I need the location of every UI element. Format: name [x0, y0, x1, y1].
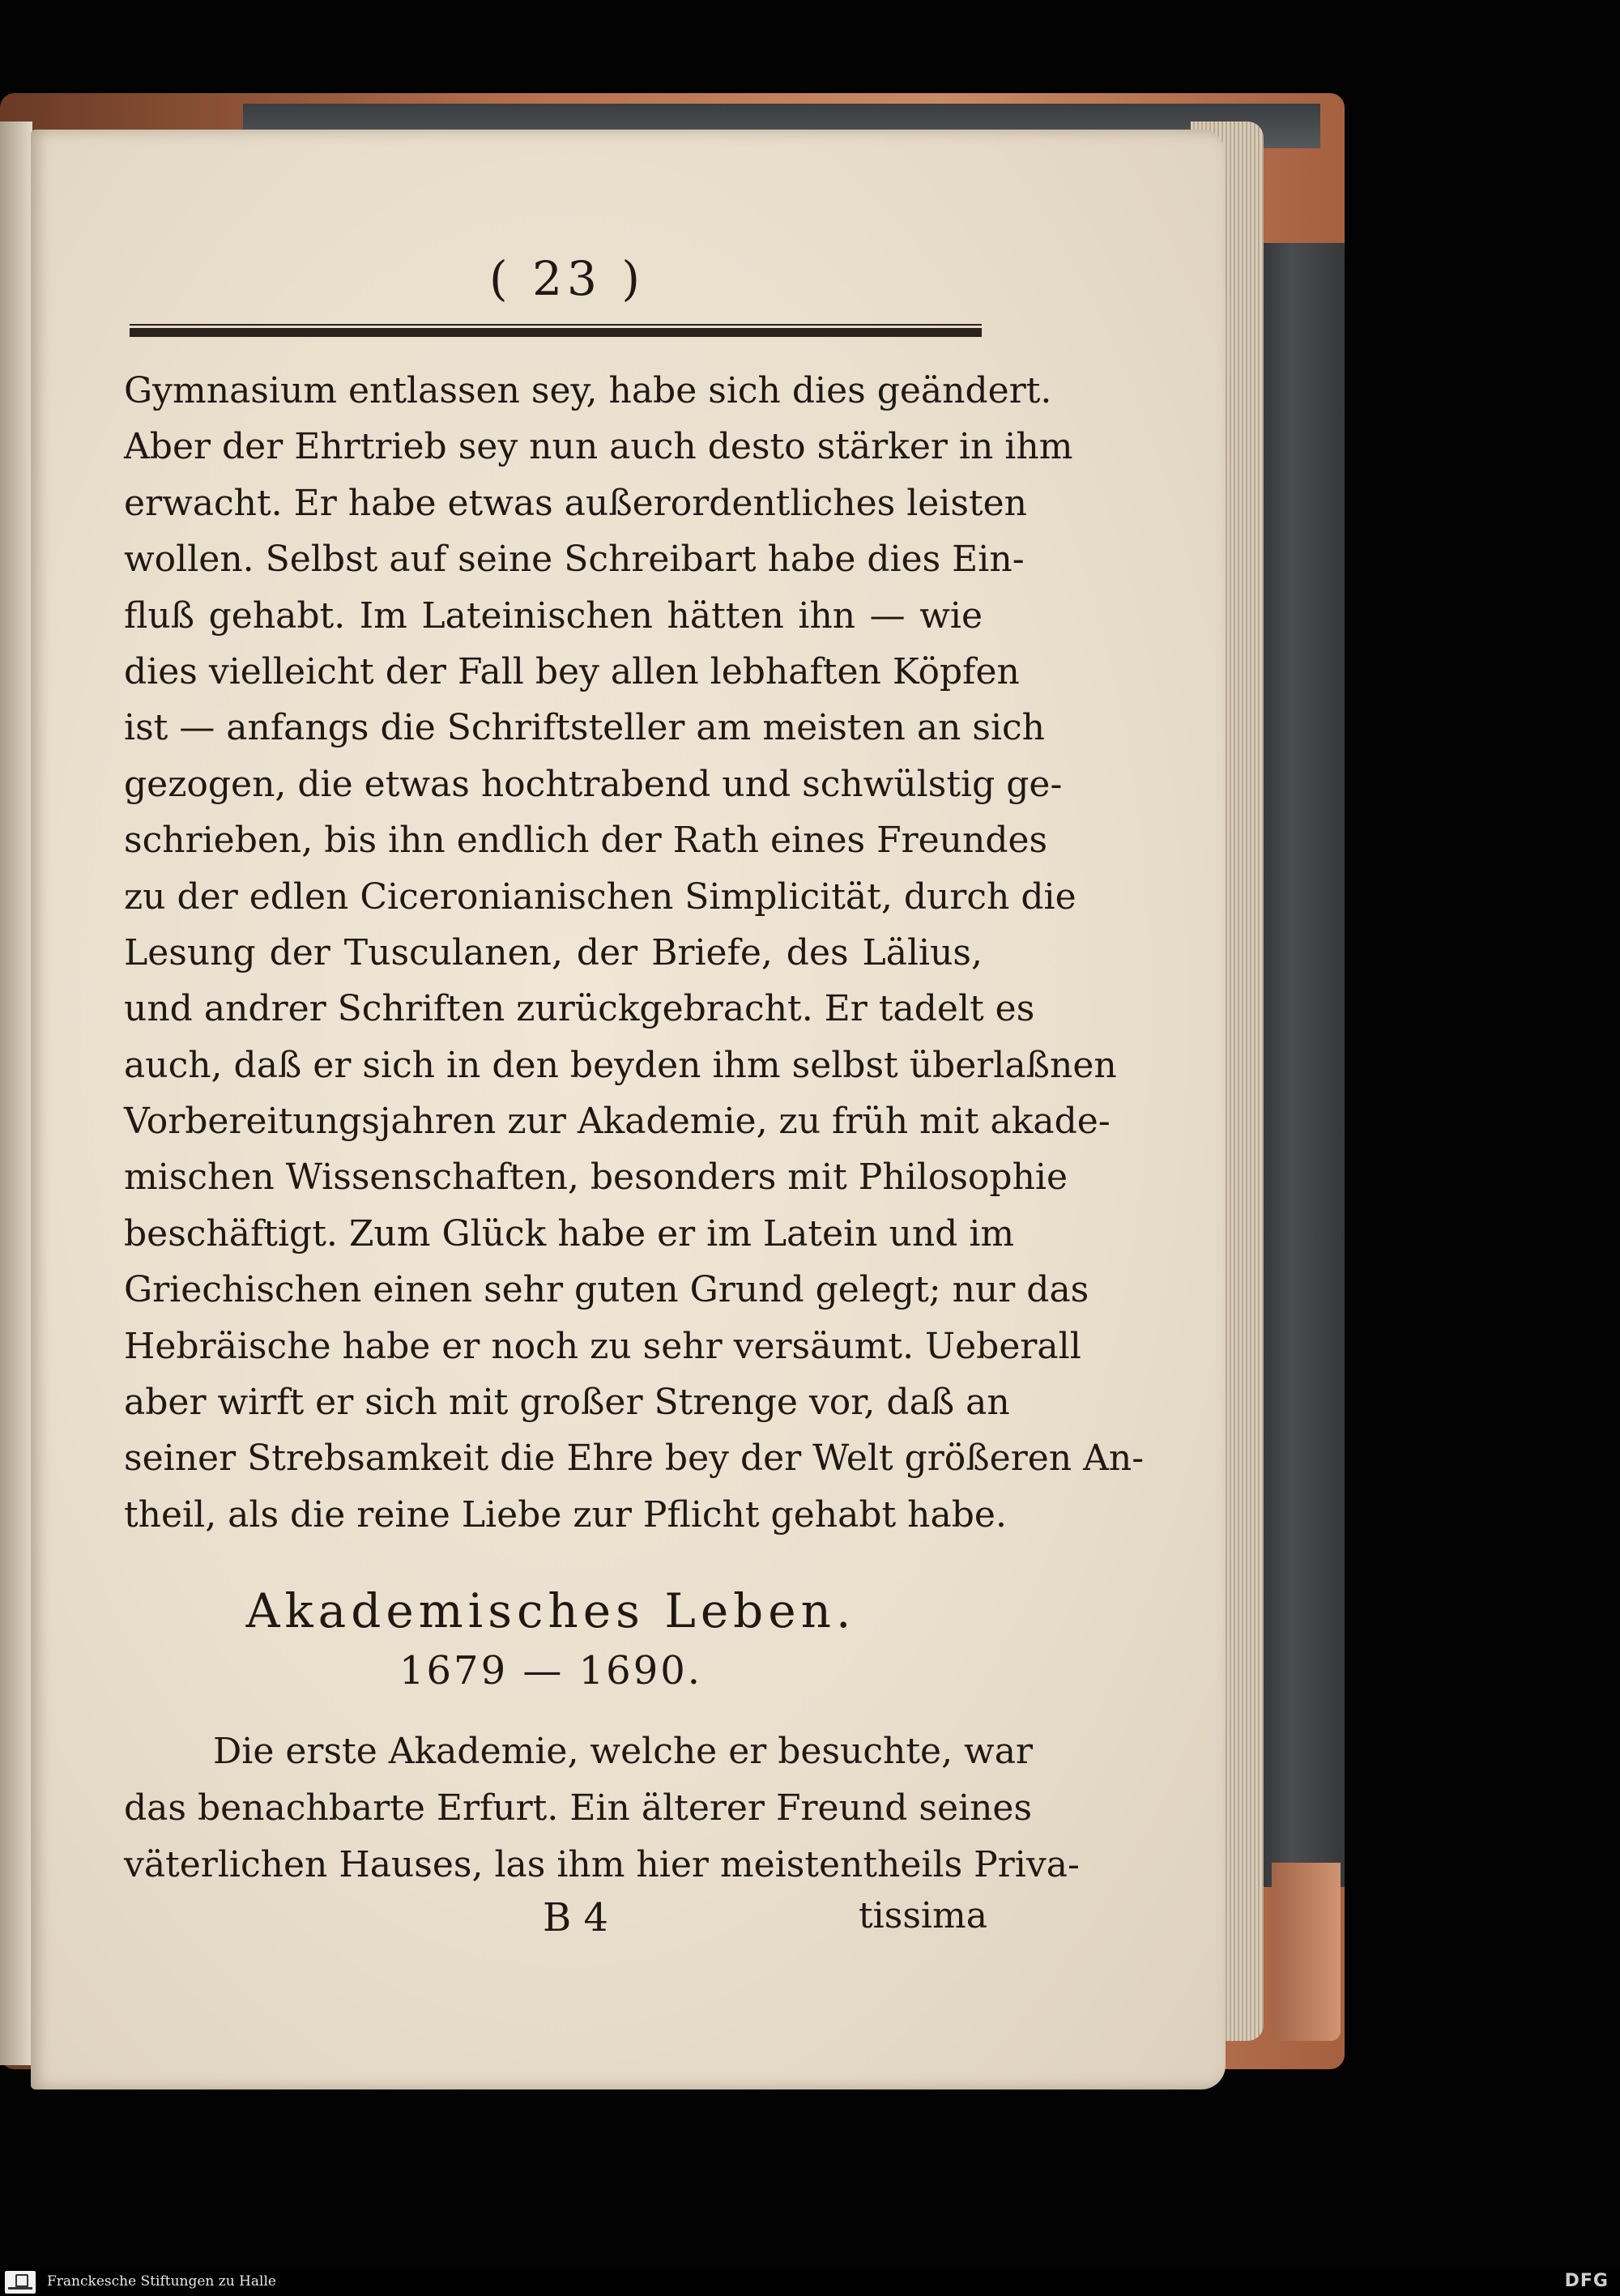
cover-corner-leather — [1272, 1863, 1341, 2041]
text-line: väterlichen Hauses, las ihm hier meistentheils Priva- — [124, 1844, 1080, 1885]
header-rule — [130, 328, 982, 337]
text-line: fluß gehabt. Im Lateinischen hätten ihn — wie — [124, 594, 983, 637]
text-line: Lesung der Tusculanen, der Briefe, des Lälius, — [124, 931, 983, 973]
institution-logo-icon — [5, 2271, 36, 2294]
text-line: ist — anfangs die Schriftsteller am meisten an sich — [124, 707, 1046, 749]
text-line: Griechischen einen sehr guten Grund gelegt; nur das — [124, 1269, 1089, 1311]
footer-institution: Franckesche Stiftungen zu Halle — [47, 2273, 276, 2290]
text-line: dies vielleicht der Fall bey allen lebhaften Köpfen — [124, 650, 1020, 692]
footer-bar — [0, 2268, 1620, 2296]
text-line: auch, daß er sich in den beyden ihm selbst überlaßnen — [124, 1044, 1117, 1086]
body-text — [124, 363, 1145, 1543]
dfg-logo: DFG — [1564, 2271, 1609, 2291]
text-line: Vorbereitungsjahren zur Akademie, zu früh mit akade- — [124, 1101, 1111, 1143]
text-line: erwacht. Er habe etwas außerordentliches leisten — [124, 482, 1028, 524]
text-line: zu der edlen Ciceronianischen Simplicität, durch die — [124, 875, 1076, 918]
left-page-leaf — [0, 121, 32, 2065]
body-text-second — [124, 1723, 1080, 1893]
text-line: gezogen, die etwas hochtrabend und schwülstig ge- — [124, 763, 1063, 805]
text-line: aber wirft er sich mit großer Strenge vor, daß an — [124, 1382, 1010, 1424]
section-heading: Akademisches Leben. — [245, 1583, 856, 1638]
text-line: das benachbarte Erfurt. Ein älterer Freund seines — [124, 1787, 1033, 1829]
text-line: mischen Wissenschaften, besonders mit Philosophie — [124, 1157, 1068, 1199]
text-line: Hebräische habe er noch zu sehr versäumt. Ueberall — [124, 1325, 1081, 1367]
text-line: beschäftigt. Zum Glück habe er im Latein und im — [124, 1212, 1015, 1254]
text-line: Gymnasium entlassen sey, habe sich dies geändert. — [124, 370, 1052, 411]
page-number: ( 23 ) — [489, 251, 645, 306]
text-line: Die erste Akademie, welche er besuchte, war — [213, 1731, 1033, 1772]
text-line: seiner Strebsamkeit die Ehre bey der Welt größeren An- — [124, 1438, 1145, 1480]
text-line: theil, als die reine Liebe zur Pflicht gehabt habe. — [124, 1493, 1007, 1536]
signature-mark: B 4 — [543, 1895, 609, 1940]
text-line: wollen. Selbst auf seine Schreibart habe dies Ein- — [124, 539, 1025, 581]
text-line: und andrer Schriften zurückgebracht. Er tadelt es — [124, 988, 1035, 1030]
catchword: tissima — [859, 1895, 987, 1936]
section-years: 1679 — 1690. — [399, 1648, 703, 1693]
text-line: schrieben, bis ihn endlich der Rath eines Freundes — [124, 820, 1048, 862]
text-line: Aber der Ehrtrieb sey nun auch desto stärker in ihm — [124, 426, 1073, 468]
